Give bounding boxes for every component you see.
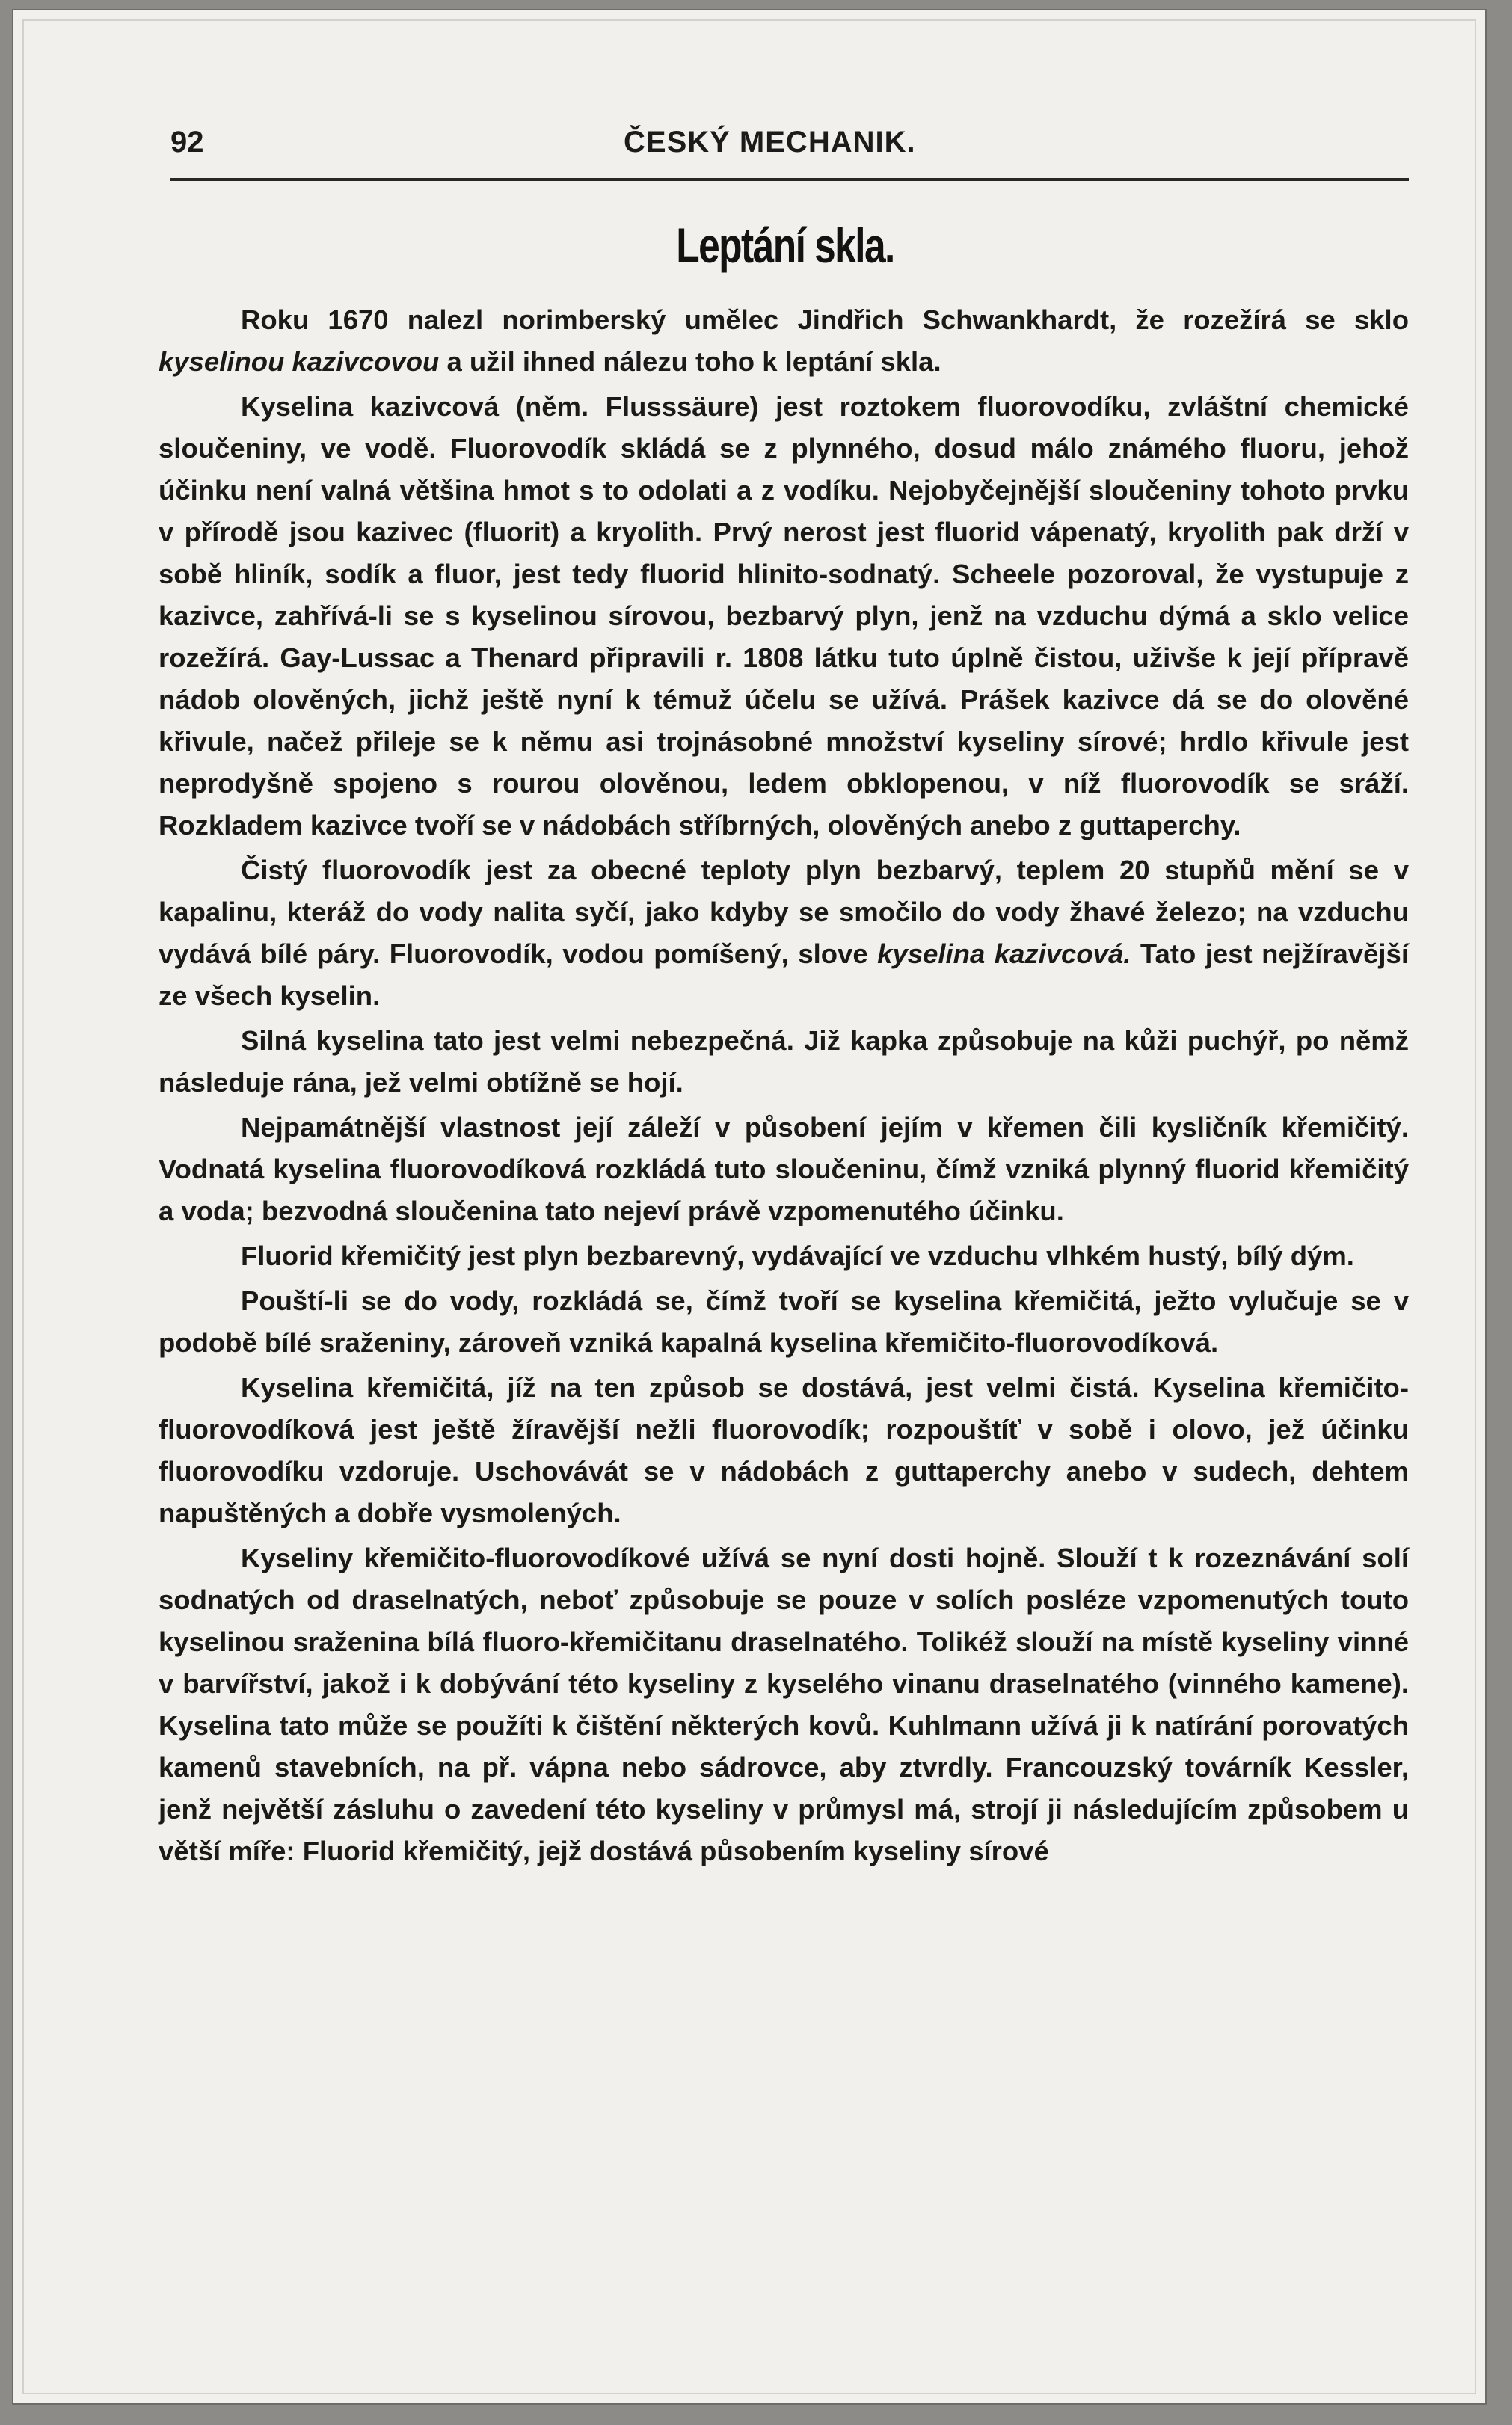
- paragraph: Kyselina křemičitá, jíž na ten způsob se dostává, jest velmi čistá. Kyselina křemičito-fluorovodíková jest ještě žíravější nežli fluorovodík; rozpouštíť v sobě i olovo, jež účinku fluorovodíku vzdoruje. Uschovávát se v nádobách z guttaperchy anebo v sudech, dehtem napuštěných a dobře vysmolených.: [159, 1372, 1409, 1528]
- paragraph-text: Čistý fluorovodík jest za obecné teploty plyn bezbarvý, teplem 20 stupňů mění se v kapalinu, kteráž do vody nalita syčí, jako kdyby se smočilo do vody žhavé železo; na vzduchu vydává bílé páry. Fluorovodík, vodou pomíšený, slove: [159, 855, 1409, 969]
- emphasized-term: kyselinou kazivcovou: [159, 346, 440, 377]
- paragraph: [159, 849, 1409, 1017]
- paragraph: Nejpamátnější vlastnost její záleží v působení jejím v křemen čili kysličník křemičitý. Vodnatá kyselina fluorovodíková rozkládá tuto sloučeninu, čímž vzniká plynný fluorid křemičitý a voda; bezvodná sloučenina tato nejeví právě vzpomenutého účinku.: [159, 1112, 1409, 1226]
- emphasized-term: kyselina kazivcová.: [877, 938, 1131, 969]
- paragraph-text: Tato jest nejžíravější ze všech kyselin.: [159, 938, 1409, 1011]
- paragraph: Kyseliny křemičito-fluorovodíkové užívá se nyní dosti hojně. Slouží t k rozeznávání solí sodnatých od draselnatých, neboť způsobuje se pouze v solích posléze vzpomenutých touto kyselinou sraženina bílá fluoro-křemičitanu draselnatého. Tolikéž slouží na místě kyseliny vinné v barvířství, jakož i k dobývání této kyseliny z kyselého vinanu draselnatého (vinného kamene). Kyselina tato může se použíti k čištění některých kovů. Kuhlmann užívá ji k natírání porovatých kamenů stavebních, na př. vápna nebo sádrovce, aby ztvrdly. Francouzský továrník Kessler, jenž největší zásluhu o zavedení této kyseliny v průmysl má, strojí ji následujícím způsobem u větší míře: Fluorid křemičitý, jejž dostává působením kyseliny sírové: [159, 1543, 1409, 1866]
- page-header: [157, 126, 1413, 163]
- paragraph: Pouští-li se do vody, rozkládá se, čímž tvoří se kyselina křemičitá, ježto vylučuje se v podobě bílé sraženiny, zároveň vzniká kapalná kyselina křemičito-fluorovodíková.: [159, 1285, 1409, 1358]
- running-title: ČESKÝ MECHANIK.: [624, 126, 916, 159]
- paragraph: [159, 299, 1409, 383]
- paragraph: Fluorid křemičitý jest plyn bezbarevný, vydávající ve vzduchu vlhkém hustý, bílý dým.: [241, 1241, 1354, 1271]
- paragraph: Kyselina kazivcová (něm. Flusssäure) jest roztokem fluorovodíku, zvláštní chemické sloučeniny, ve vodě. Fluorovodík skládá se z plynného, dosud málo známého fluoru, jehož účinku není valná většina hmot s to odolati a z vodíku. Nejobyčejnější sloučeniny tohoto prvku v přírodě jsou kazivec (fluorit) a kryolith. Prvý nerost jest fluorid vápenatý, kryolith pak drží v sobě hliník, sodík a fluor, jest tedy fluorid hlinito-sodnatý. Scheele pozoroval, že vystupuje z kazivce, zahřívá-li se s kyselinou sírovou, bezbarvý plyn, jenž na vzduchu dýmá a sklo velice rozežírá. Gay-Lussac a Thenard připravili r. 1808 látku tuto úplně čistou, uživše k její přípravě nádob olověných, jichž ještě nyní k témuž účelu se užívá. Prášek kazivce dá se do olověné křivule, načež přileje se k němu asi trojnásobné množství kyseliny sírové; hrdlo křivule jest neprodyšně spojeno s rourou olověnou, ledem obklopenou, v níž fluorovodík se sráží. Rozkladem kazivce tvoří se v nádobách stříbrných, olověných anebo z guttaperchy.: [159, 391, 1409, 840]
- paragraph: Silná kyselina tato jest velmi nebezpečná. Již kapka způsobuje na kůži puchýř, po němž následuje rána, jež velmi obtížně se hojí.: [159, 1025, 1409, 1098]
- paragraph-text: a užil ihned nálezu toho k leptání skla.: [439, 346, 941, 377]
- article-body: [159, 299, 1409, 1872]
- paragraph-text: Roku 1670 nalezl norimberský umělec Jindřich Schwankhardt, že rozežírá se sklo: [241, 304, 1409, 335]
- header-rule: [170, 178, 1409, 181]
- page-number: 92: [170, 126, 204, 159]
- article-title: Leptání skla.: [676, 218, 894, 273]
